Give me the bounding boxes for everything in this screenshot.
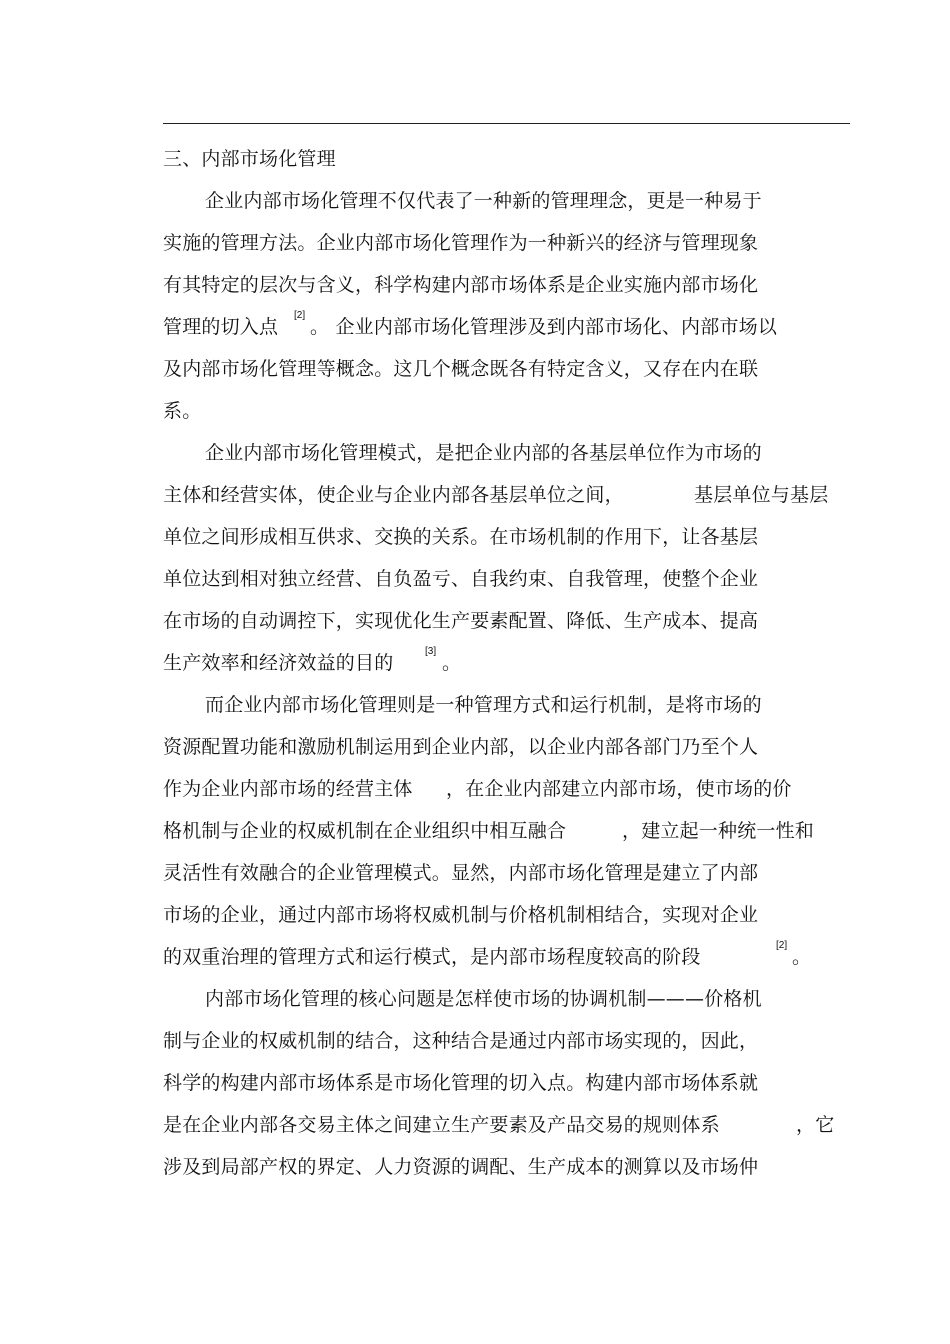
text-line: 市场的企业，通过内部市场将权威机制与价格机制相结合，实现对企业 <box>163 904 759 926</box>
text-line: 内部市场化管理的核心问题是怎样使市场的协调机制———价格机 <box>205 988 762 1010</box>
text-line: 单位之间形成相互供求、交换的关系。在市场机制的作用下，让各基层 <box>163 526 759 548</box>
text-line: 管理的切入点 <box>163 316 279 338</box>
text-line: 制与企业的权威机制的结合，这种结合是通过内部市场实现的，因此， <box>163 1030 759 1052</box>
text-line: 涉及到局部产权的界定、人力资源的调配、生产成本的测算以及市场仲 <box>163 1156 759 1178</box>
text-line: 企业内部市场化管理模式，是把企业内部的各基层单位作为市场的 <box>205 442 762 464</box>
text-line: 基层单位与基层 <box>694 484 829 506</box>
text-line: 有其特定的层次与含义，科学构建内部市场体系是企业实施内部市场化 <box>163 274 759 296</box>
citation-ref: [2] <box>294 310 306 321</box>
text-line: 的双重治理的管理方式和运行模式，是内部市场程度较高的阶段 <box>163 946 701 968</box>
header-rule <box>163 123 850 124</box>
text-line: 企业内部市场化管理不仅代表了一种新的管理理念，更是一种易于 <box>205 190 762 212</box>
text-line: 资源配置功能和激励机制运用到企业内部，以企业内部各部门乃至个人 <box>163 736 759 758</box>
text-line: 单位达到相对独立经营、自负盈亏、自我约束、自我管理，使整个企业 <box>163 568 759 590</box>
text-line: 灵活性有效融合的企业管理模式。显然，内部市场化管理是建立了内部 <box>163 862 759 884</box>
text-line: 在市场的自动调控下，实现优化生产要素配置、降低、生产成本、提高 <box>163 610 759 632</box>
text-line: 。 <box>442 652 462 674</box>
text-line: 是在企业内部各交易主体之间建立生产要素及产品交易的规则体系 <box>163 1114 720 1136</box>
text-line: ，在企业内部建立内部市场，使市场的价 <box>446 778 792 800</box>
text-line: 科学的构建内部市场体系是市场化管理的切入点。构建内部市场体系就 <box>163 1072 759 1094</box>
text-line: 系。 <box>163 400 202 422</box>
citation-ref: [3] <box>425 646 437 657</box>
text-line: 。 企业内部市场化管理涉及到内部市场化、内部市场以 <box>310 316 778 338</box>
text-line: 作为企业内部市场的经营主体 <box>163 778 413 800</box>
text-line: 。 <box>792 946 812 968</box>
text-line: ，它 <box>796 1114 835 1136</box>
text-line: 而企业内部市场化管理则是一种管理方式和运行机制，是将市场的 <box>205 694 762 716</box>
text-line: ，建立起一种统一性和 <box>622 820 815 842</box>
text-line: 主体和经营实体，使企业与企业内部各基层单位之间， <box>163 484 624 506</box>
text-line: 及内部市场化管理等概念。这几个概念既各有特定含义，又存在内在联 <box>163 358 759 380</box>
text-line: 生产效率和经济效益的目的 <box>163 652 394 674</box>
citation-ref: [2] <box>776 940 788 951</box>
text-line: 格机制与企业的权威机制在企业组织中相互融合 <box>163 820 567 842</box>
text-line: 实施的管理方法。企业内部市场化管理作为一种新兴的经济与管理现象 <box>163 232 759 254</box>
section-heading: 三、内部市场化管理 <box>163 148 336 170</box>
